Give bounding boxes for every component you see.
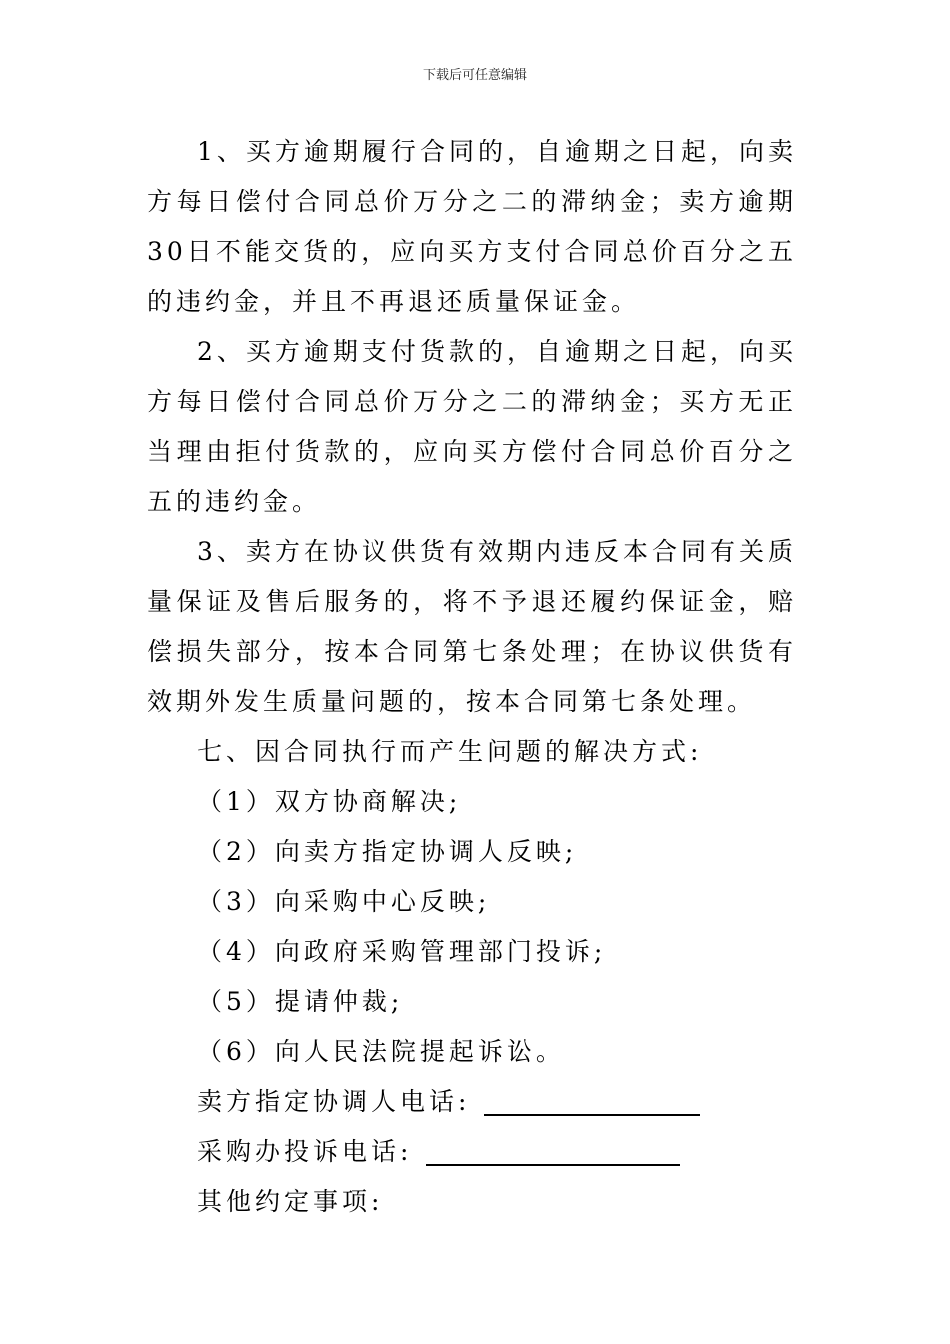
complaint-phone-blank[interactable] bbox=[426, 1134, 680, 1166]
clause-2: 2、买方逾期支付货款的，自逾期之日起，向买方每日偿付合同总价万分之二的滞纳金；买方无正当理由拒付货款的，应向买方偿付合同总价百分之五的违约金。 bbox=[147, 337, 797, 516]
other-matters-row bbox=[147, 1177, 797, 1227]
dispute-option-2: （2）向卖方指定协调人反映; bbox=[197, 837, 578, 866]
page-header: 下载后可任意编辑 bbox=[422, 68, 527, 83]
dispute-option-5: （5）提请仲裁; bbox=[197, 987, 404, 1016]
clause-1: 1、买方逾期履行合同的，自逾期之日起，向卖方每日偿付合同总价万分之二的滞纳金；卖方逾期30日不能交货的，应向买方支付合同总价百分之五的违约金，并且不再退还质量保证金。 bbox=[147, 137, 797, 316]
complaint-phone-row bbox=[147, 1127, 797, 1177]
complaint-phone-label: 采购办投诉电话: bbox=[197, 1137, 413, 1166]
section-seven-title: 七、因合同执行而产生问题的解决方式: bbox=[197, 737, 703, 766]
dispute-option-4: （4）向政府采购管理部门投诉; bbox=[197, 937, 607, 966]
clause-3: 3、卖方在协议供货有效期内违反本合同有关质量保证及售后服务的，将不予退还履约保证金，赔偿损失部分，按本合同第七条处理；在协议供货有效期外发生质量问题的，按本合同第七条处理。 bbox=[147, 537, 797, 716]
seller-contact-blank[interactable] bbox=[484, 1084, 700, 1116]
seller-contact-label: 卖方指定协调人电话: bbox=[197, 1087, 471, 1116]
seller-contact-row bbox=[147, 1077, 797, 1127]
dispute-option-1: （1）双方协商解决; bbox=[197, 787, 462, 816]
dispute-option-6: （6）向人民法院提起诉讼。 bbox=[197, 1037, 565, 1066]
other-matters-label: 其他约定事项: bbox=[197, 1187, 384, 1216]
dispute-option-3: （3）向采购中心反映; bbox=[197, 887, 491, 916]
document-body bbox=[147, 127, 797, 1227]
